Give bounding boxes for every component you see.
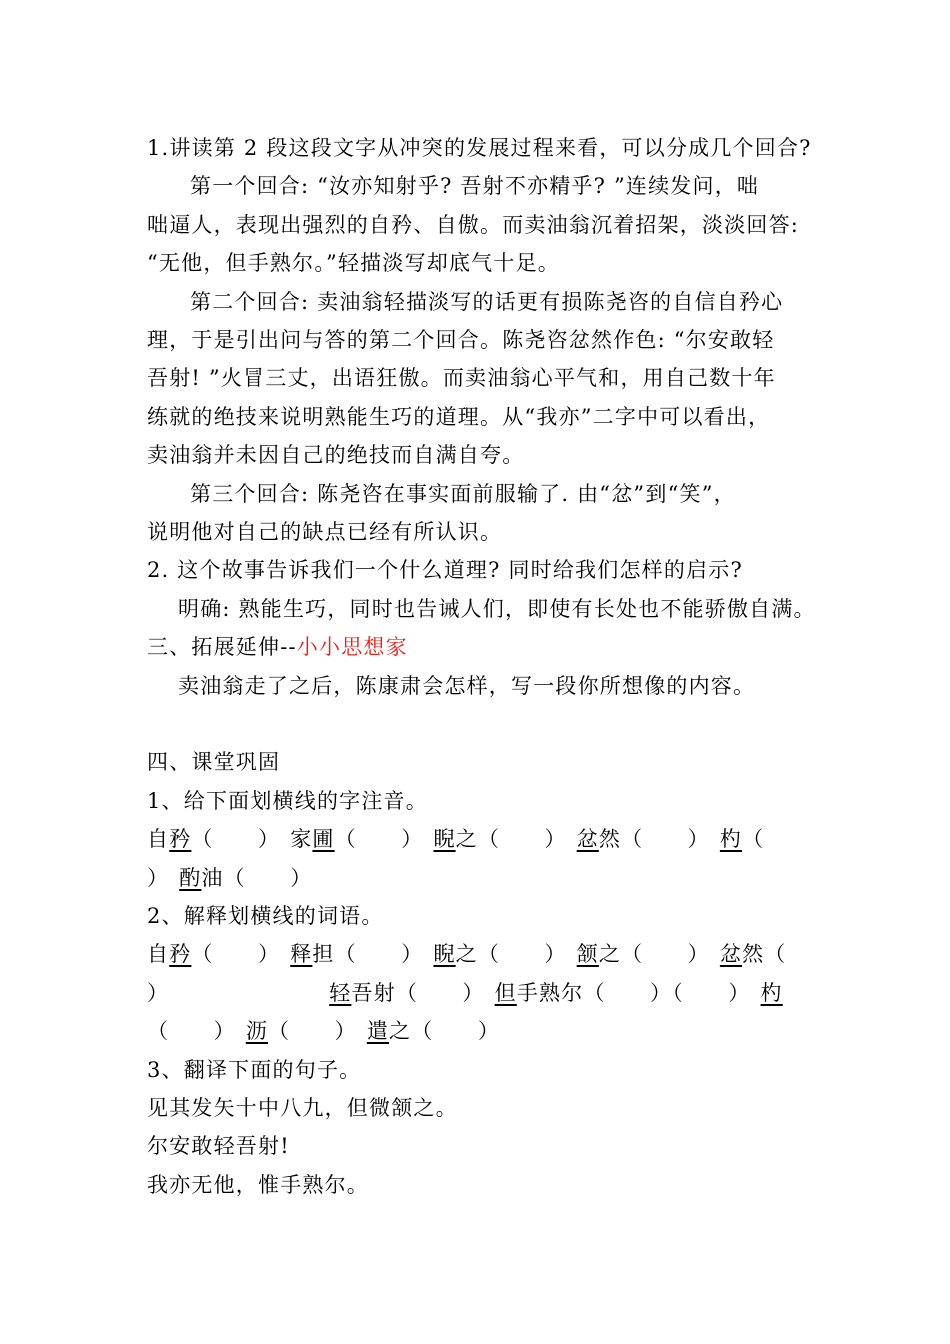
- answer-blank: ）: [147, 981, 170, 1005]
- exercise1-row1: [147, 825, 764, 853]
- section3-heading-highlight: 小小思想家: [296, 635, 408, 659]
- underlined-char: 睨: [433, 942, 456, 966]
- word-text: 自: [147, 827, 170, 851]
- exercise3-sentence-1: 见其发矢十中八九，但微颔之。: [147, 1096, 458, 1120]
- exercise2-row2: [147, 979, 783, 1007]
- exercise2-row3: [147, 1017, 500, 1045]
- underlined-char: 矜: [169, 827, 192, 851]
- underlined-char: 沥: [245, 1019, 269, 1043]
- underlined-char: 轻: [329, 981, 352, 1005]
- answer-blank: （ ）（ ）: [583, 981, 751, 1005]
- underlined-char: 遣: [366, 1019, 390, 1043]
- question-2: 2. 这个故事告诉我们一个什么道理? 同时给我们怎样的启示?: [147, 558, 743, 582]
- round1-line3: “无他，但手熟尔。”轻描淡写却底气十足。: [147, 251, 560, 275]
- underlined-char: 酌: [179, 866, 202, 890]
- round2-line4: 练就的绝技来说明熟能生巧的道理。从“我亦”二字中可以看出，: [147, 405, 771, 429]
- underlined-char: 杓: [760, 981, 783, 1005]
- exercise3-title: 3、翻译下面的句子。: [147, 1058, 362, 1082]
- answer-blank: （ ）: [334, 942, 424, 966]
- word-text: 之: [598, 942, 622, 966]
- word-text: 家: [290, 827, 313, 851]
- answer-blank: （ ）: [147, 1019, 236, 1043]
- answer-blank: ）: [147, 866, 170, 890]
- answer-blank: （ ）: [477, 942, 567, 966]
- underlined-char: 圃: [312, 827, 335, 851]
- round2-line1: 第二个回合: 卖油翁轻描淡写的话更有损陈尧咨的自信自矜心: [190, 290, 784, 314]
- underlined-char: 忿: [719, 942, 743, 966]
- section4-heading: 四、课堂巩固: [147, 750, 281, 774]
- underlined-char: 忿: [576, 827, 599, 851]
- answer-blank: （ ）: [191, 942, 281, 966]
- underlined-char: 睨: [433, 827, 456, 851]
- word-text: 手熟尔: [516, 981, 584, 1005]
- question-1: 1.讲读第 2 段这段文字从冲突的发展过程来看，可以分成几个回合?: [147, 136, 812, 160]
- round2-line5: 卖油翁并未因自己的绝技而自满自夸。: [147, 443, 525, 467]
- answer-blank: （ ）: [621, 942, 710, 966]
- exercise2-row1: [147, 940, 786, 968]
- word-text: 之: [455, 827, 478, 851]
- word-text: 之: [455, 942, 478, 966]
- underlined-char: 释: [290, 942, 313, 966]
- round1-line1: 第一个回合: “汝亦知射乎? 吾射不亦精乎? ”连续发问，咄: [190, 174, 760, 198]
- round2-line2: 理，于是引出问与答的第二个回合。陈尧咨忿然作色: “尔安敢轻: [147, 328, 775, 352]
- word-text: 然: [598, 827, 622, 851]
- answer-blank: （ ）: [477, 827, 567, 851]
- answer-blank: （ ）: [395, 981, 485, 1005]
- round3-line2: 说明他对自己的缺点已经有所认识。: [147, 520, 503, 544]
- answer-blank: （ ）: [411, 1019, 501, 1043]
- underlined-char: 颔: [576, 942, 599, 966]
- answer: 明确: 熟能生巧，同时也告诫人们，即使有长处也不能骄傲自满。: [178, 597, 816, 621]
- answer-blank: （ ）: [268, 1019, 357, 1043]
- underlined-char: 杓: [719, 827, 743, 851]
- word-text: 自: [147, 942, 170, 966]
- word-text: 油: [201, 866, 224, 890]
- word-text: 之: [389, 1019, 412, 1043]
- answer-blank: （ ）: [621, 827, 710, 851]
- section3-prompt: 卖油翁走了之后，陈康肃会怎样，写一段你所想像的内容。: [178, 674, 756, 698]
- word-text: 然: [742, 942, 765, 966]
- round3-line1: 第三个回合: 陈尧咨在事实面前服输了. 由“忿”到“笑”，: [190, 482, 736, 506]
- answer-blank: （ ）: [334, 827, 424, 851]
- section3-heading-prefix: 三、拓展延伸--: [147, 635, 297, 659]
- answer-blank: （ ）: [191, 827, 281, 851]
- exercise1-title: 1、给下面划横线的字注音。: [147, 789, 428, 813]
- exercise2-title: 2、解释划横线的词语。: [147, 904, 384, 928]
- exercise3-sentence-3: 我亦无他，惟手熟尔。: [147, 1173, 369, 1197]
- round1-line2: 咄逼人，表现出强烈的自矜、自傲。而卖油翁沉着招架，淡淡回答:: [147, 213, 800, 237]
- answer-blank: （: [764, 942, 787, 966]
- answer-blank: （ ）: [223, 866, 313, 890]
- underlined-char: 但: [494, 981, 517, 1005]
- answer-blank: （: [742, 827, 765, 851]
- exercise1-row2: [147, 864, 312, 892]
- word-text: 担: [312, 942, 335, 966]
- round2-line3: 吾射! ”火冒三丈，出语狂傲。而卖油翁心平气和，用自己数十年: [147, 366, 776, 390]
- section3-heading: [147, 633, 408, 661]
- underlined-char: 矜: [169, 942, 192, 966]
- word-text: 吾射: [351, 981, 396, 1005]
- exercise3-sentence-2: 尔安敢轻吾射!: [147, 1134, 290, 1158]
